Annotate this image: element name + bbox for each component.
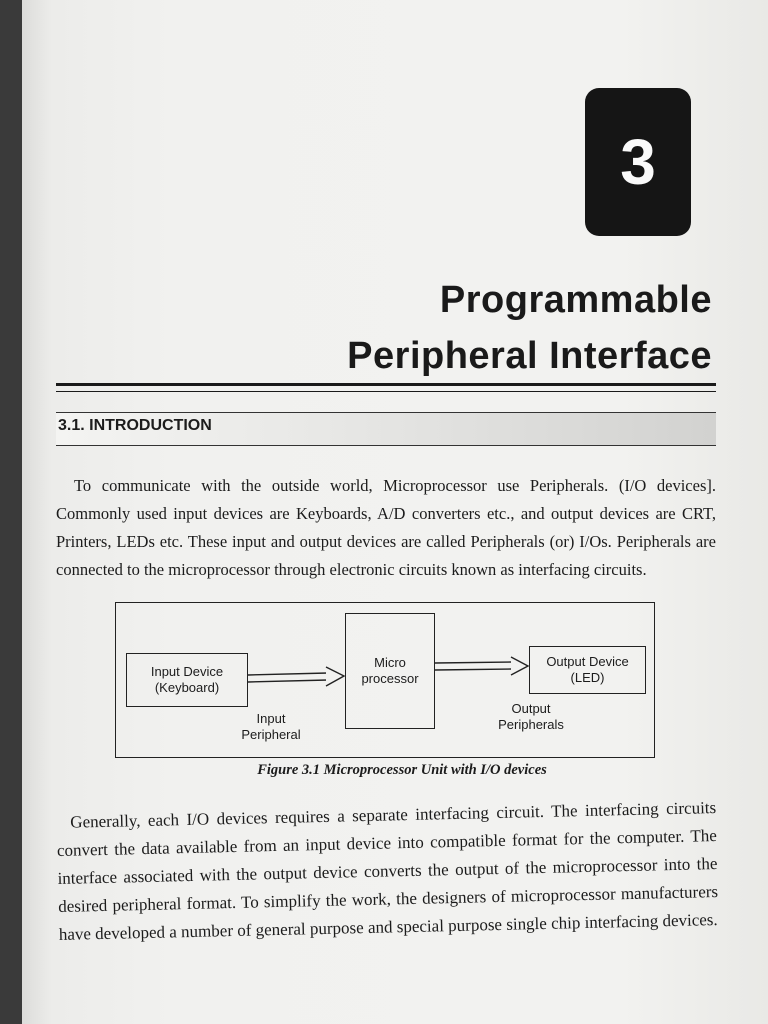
- input-device-box: [126, 653, 248, 707]
- output-device-box: [529, 646, 646, 694]
- chapter-number: 3: [620, 126, 656, 198]
- chapter-title: [347, 272, 712, 384]
- chapter-number-badge: [585, 88, 691, 236]
- body-paragraph: Generally, each I/O devices requires a separate interfacing circuit. The interfacing circuits convert the data available from an input device into compatible format for the computer. The interface associated with the output device converts the output of the microprocessor into the desired peripheral format. To simplify the work, the designers of microprocessor manufacturers have developed a number of general purpose and special purpose single chip interfacing devices.: [56, 798, 719, 944]
- input-device-label: Input Device: [150, 664, 224, 679]
- output-device-label: Output Device: [546, 654, 629, 669]
- input-peripheral-line1: Input: [256, 711, 286, 726]
- output-peripherals-label: [476, 701, 586, 733]
- book-page: [22, 0, 768, 1024]
- input-device-sublabel: (Keyboard): [154, 680, 220, 695]
- title-rule-thin: [56, 391, 716, 392]
- input-peripheral-label: [216, 711, 326, 743]
- section-heading: 3.1. INTRODUCTION: [58, 417, 212, 434]
- io-block-diagram: [115, 602, 655, 758]
- figure-caption: Figure 3.1 Microprocessor Unit with I/O devices: [257, 762, 547, 778]
- section-heading-bar: [56, 412, 716, 446]
- intro-paragraph: To communicate with the outside world, Microprocessor use Peripherals. (I/O devices]. Commonly used input devices are Keyboards, A/D converters etc., and output devices are CRT, Printers, LEDs etc. These input and output devices are called Peripherals (or) I/Os. Peripherals are connected to the microprocessor through electronic circuits known as interfacing circuits.: [56, 475, 716, 579]
- output-peripherals-line1: Output: [511, 701, 551, 716]
- output-peripherals-line2: Peripherals: [498, 717, 564, 732]
- micro-label-line2: processor: [361, 671, 419, 686]
- arrow-input-to-micro: [248, 667, 344, 686]
- output-device-sublabel: (LED): [570, 670, 605, 685]
- input-peripheral-line2: Peripheral: [241, 727, 301, 742]
- arrow-micro-to-output: [435, 657, 528, 675]
- title-rule-thick: [56, 383, 716, 386]
- microprocessor-box: [345, 613, 435, 729]
- chapter-title-line1: Programmable: [439, 279, 712, 321]
- chapter-title-line2: Peripheral Interface: [347, 335, 712, 377]
- micro-label-line1: Micro: [374, 655, 406, 670]
